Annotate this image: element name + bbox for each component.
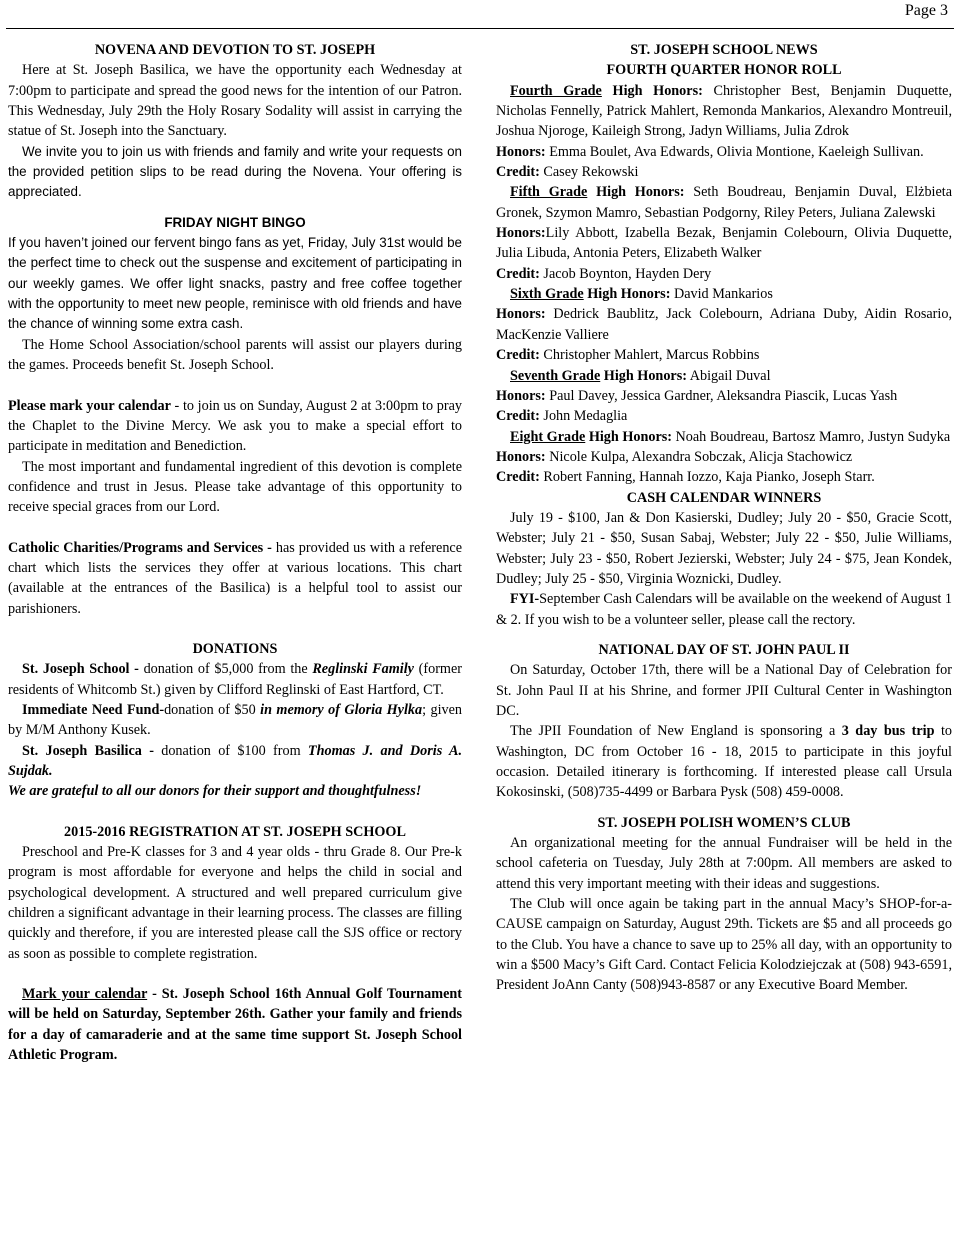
donation-basilica: St. Joseph Basilica - donation of $100 from Thomas J. and Doris A. Sujdak. [8,742,463,779]
golf-paragraph: Mark your calendar - St. Joseph School 16th Annual Golf Tournament will be held on Saturday, September 26th. Gather your family and friends for a day of camaraderie and at the same time support St. Joseph School Athletic Program. [8,986,463,1064]
fourth-grade-credit: Credit: Casey Rekowski [496,164,639,181]
charities-section [8,538,462,619]
fourth-grade-high-honors: Fourth Grade High Honors: Christopher Best, Benjamin Duquette, Nicholas Fennelly, Patrick Mahlert, Remonda Mankarios, Alexandro Montreuil, Joshua Njoroge, Kaileigh Strong, Jadyn Williams, Julia Zdrok [496,82,952,140]
eighth-grade-high-honors: Eight Grade High Honors: Noah Boudreau, Bartosz Mamro, Justyn Sudyka [510,428,951,445]
registration-section [8,822,462,964]
seventh-grade-high-honors: Seventh Grade High Honors: Abigail Duval [510,367,771,384]
cash-calendar-section [496,488,952,630]
registration-paragraph: Preschool and Pre-K classes for 3 and 4 year olds - thru Grade 8. Our Pre-k program is most affordable for everyone and helps the child in social and psychological development. A structured and well prepared curriculum give children a significant advantage in their learning process. The classes are filling quickly and therefore, if you are interested please call the SJS office or rectory as soon as possible to complete registration. [8,844,462,962]
novena-title: NOVENA AND DEVOTION TO ST. JOSEPH [94,42,376,58]
registration-title: 2015-2016 REGISTRATION AT ST. JOSEPH SCHOOL [64,823,406,840]
womens-club-title: ST. JOSEPH POLISH WOMEN’S CLUB [597,814,851,831]
novena-paragraph-1: Here at St. Joseph Basilica, we have the opportunity each Wednesday at 7:00pm to participate and spread the good news for the intention of our Patron. This Wednesday, July 29th the Holy Rosary Sodality will assist in carrying the statue of St. Joseph into the Sanctuary. [8,62,462,140]
left-column [8,40,462,1065]
cash-calendar-fyi: FYI-September Cash Calendars will be available on the weekend of August 1 & 2. If you wish to be a volunteer seller, please call the rectory. [496,591,952,628]
bingo-paragraph-2: The Home School Association/school parents will assist our players during the games. Proceeds benefit St. Joseph School. [8,336,462,374]
divine-mercy-lead: Please mark your calendar [8,397,171,414]
charities-paragraph: Catholic Charities/Programs and Services - has provided us with a reference chart which lists the services they offer at various locations. This chart (available at the entrances of the Basilica) is a helpful tool to assist our parishioners. [8,539,463,617]
sixth-grade-credit: Credit: Christopher Mahlert, Marcus Robbins [496,347,760,364]
fifth-grade-high-honors: Fifth Grade High Honors: Seth Boudreau, Benjamin Duval, Elżbieta Gronek, Szymon Mamro, Sebastian Podgorny, Riley Peters, Juliana Zalewski [496,184,953,221]
donations-section [8,639,462,802]
golf-lead: Mark your calendar [22,986,148,1003]
sixth-grade-high-honors: Sixth Grade High Honors: David Mankarios [510,286,773,303]
womens-club-section [496,813,952,996]
divine-mercy-section [8,396,462,518]
fifth-grade-honors: Honors:Lily Abbott, Izabella Bezak, Benjamin Colebourn, Olivia Duquette, Julia Libuda, Antonia Peters, Elizabeth Walker [496,225,952,262]
header-rule [6,28,954,29]
divine-mercy-paragraph-2: The most important and fundamental ingredient of this devotion is complete confidence and trust in Jesus. Please take advantage of this opportunity to receive special graces from our Lord. [8,458,462,516]
page-header [0,0,960,30]
sixth-grade-honors: Honors: Dedrick Baublitz, Jack Colebourn, Adriana Duby, Aidin Rosario, MacKenzie Valliere [496,306,952,343]
eighth-grade-credit: Credit: Robert Fanning, Hannah Iozzo, Kaja Pianko, Joseph Starr. [496,469,875,486]
golf-section [8,984,462,1065]
bingo-paragraph-1: If you haven’t joined our fervent bingo fans as yet, Friday, July 31st would be the perfect time to check out the suspense and excitement of participating in our weekly games. We offer light snacks, pastry and free coffee together with the opportunity to meet new people, reminisce with old friends and have the chance of winning some extra cash. [8,235,462,332]
novena-section [8,40,462,203]
cash-calendar-title: CASH CALENDAR WINNERS [626,489,822,506]
seventh-grade-credit: Credit: John Medaglia [496,408,628,425]
donations-thanks: We are grateful to all our donors for their support and thoughtfulness! [8,783,422,800]
john-paul-paragraph-2: The JPII Foundation of New England is sponsoring a 3 day bus trip to Washington, DC from October 16 - 18, 2015 to participate in this joyful occasion. Detailed itinerary is forthcoming. If interested please call Ursula Kokosinski, (508)735-4499 or Barbara Pysk (508) 459-0008. [496,723,952,801]
john-paul-section [496,640,952,803]
bingo-title: FRIDAY NIGHT BINGO [164,214,306,230]
novena-paragraph-2: We invite you to join us with friends and family and write your requests on the provided petition slips to be read during the Novena. Your offering is appreciated. [8,143,462,200]
donation-immediate-need: Immediate Need Fund-donation of $50 in memory of Gloria Hylka; given by M/M Anthony Kusek. [8,701,463,739]
womens-club-paragraph-1: An organizational meeting for the annual Fundraiser will be held in the school cafeteria on Tuesday, July 28th at 7:00pm. All members are asked to attend this very important meeting with their ideas and suggestions. [496,835,952,892]
fourth-grade-honors: Honors: Emma Boulet, Ava Edwards, Olivia Montione, Kaeleigh Sullivan. [496,143,924,160]
cash-calendar-winners: July 19 - $100, Jan & Don Kasierski, Dudley; July 20 - $50, Gracie Scott, Webster; July 21 - $50, Susan Sabaj, Webster; July 22 - $50, Julie Williams, Webster; July 23 - $50, Robert Jezierski, Webster; July 24 - $75, Jean Kondek, Dudley; July 25 - $50, Virginia Woznicki, Dudley. [496,509,952,587]
page-number: Page 3 [904,2,948,19]
donation-school: St. Joseph School - donation of $5,000 from the Reglinski Family (former residents of Whitcomb St.) given by Clifford Reglinski of East Hartford, CT. [8,661,462,698]
womens-club-paragraph-2: The Club will once again be taking part in the annual Macy’s SHOP-for-a-CAUSE campaign on Saturday, August 29th. Tickets are $5 and all proceeds go to the Club. You have a chance to save up to 25% all day, with an opportunity to win a $500 Macy’s Gift Card. Contact Felicia Kolodziejczak at (508) 943-6591, President JoAnn Canty (508)943-8587 or any Executive Board Member. [496,896,952,994]
eighth-grade-honors: Honors: Nicole Kulpa, Alexandra Sobczak, Alicja Stachowicz [496,448,853,465]
honor-roll-title: FOURTH QUARTER HONOR ROLL [606,62,842,79]
divine-mercy-paragraph-1: Please mark your calendar - to join us on Sunday, August 2 at 3:00pm to pray the Chaplet to the Divine Mercy. We ask you to make a special effort to participate in meditation and Benediction. [8,397,462,455]
seventh-grade-honors: Honors: Paul Davey, Jessica Gardner, Aleksandra Piascik, Lucas Yash [496,387,898,404]
john-paul-paragraph-1: On Saturday, October 17th, there will be a National Day of Celebration for St. John Paul II at his Shrine, and former JPII Cultural Center in Washington DC. [496,662,952,719]
right-column [496,40,952,996]
donations-title: DONATIONS [192,640,278,657]
school-news-section [496,40,952,488]
school-news-title: ST. JOSEPH SCHOOL NEWS [630,42,818,58]
john-paul-title: NATIONAL DAY OF ST. JOHN PAUL II [598,641,850,658]
fifth-grade-credit: Credit: Jacob Boynton, Hayden Dery [496,265,712,282]
charities-lead: Catholic Charities/Programs and Services - [8,539,272,556]
bingo-section [8,213,462,376]
